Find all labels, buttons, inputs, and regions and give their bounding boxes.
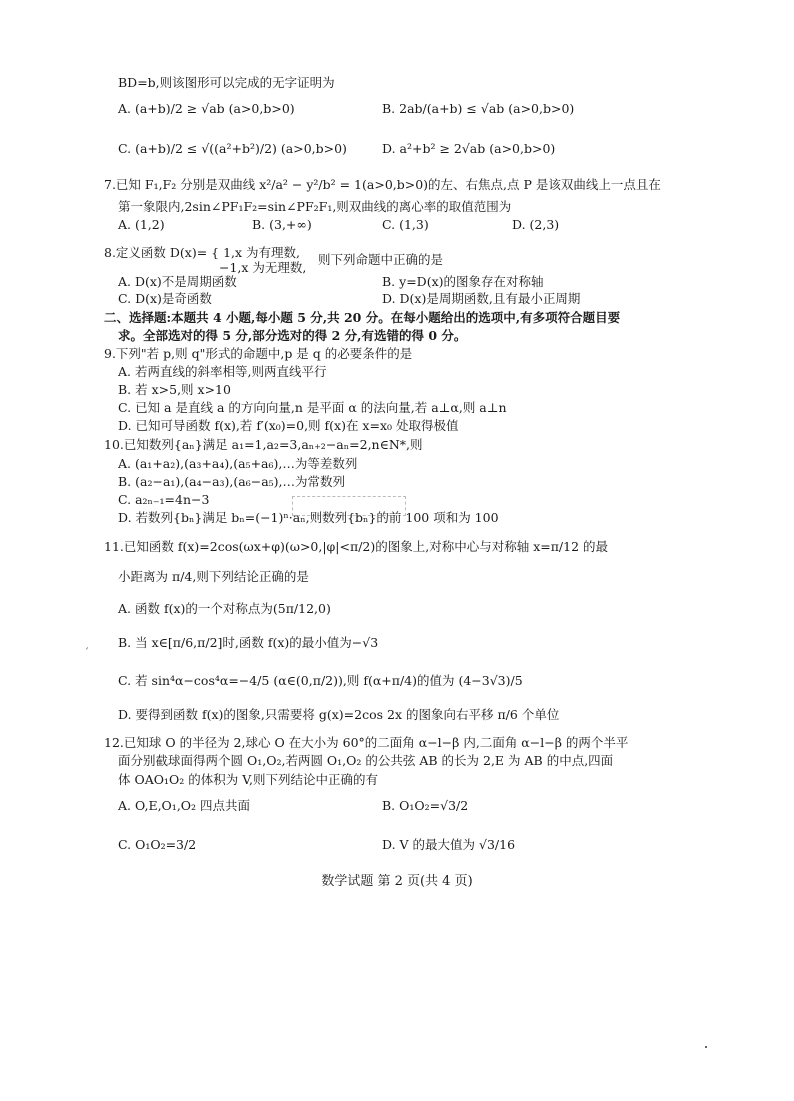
q8-option-d: D. D(x)是周期函数,且有最小正周期 <box>382 291 581 306</box>
q7-option-b: B. (3,+∞) <box>252 217 312 232</box>
q11-option-a: A. 函数 f(x)的一个对称点为(5π/12,0) <box>118 601 331 616</box>
q11-option-c: C. 若 sin⁴α−cos⁴α=−4/5 (α∈(0,π/2)),则 f(α+π/4)的值为 (4−3√3)/5 <box>118 673 523 688</box>
section2-heading-line2: 求。全部选对的得 5 分,部分选对的得 2 分,有选错的得 0 分。 <box>118 328 467 343</box>
q11-stem-line1: 11.已知函数 f(x)=2cos(ωx+φ)(ω>0,|φ|<π/2)的图象上,对称中心与对称轴 x=π/12 的最 <box>104 539 609 554</box>
q12-option-b: B. O₁O₂=√3/2 <box>382 798 469 813</box>
q11-option-d: D. 要得到函数 f(x)的图象,只需要将 g(x)=2cos 2x 的图象向右平移 π/6 个单位 <box>118 707 560 722</box>
q6-tail: BD=b,则该图形可以完成的无字证明为 <box>118 75 335 90</box>
q12-stem-line1: 12.已知球 O 的半径为 2,球心 O 在大小为 60°的二面角 α−l−β 内,二面角 α−l−β 的两个半平 <box>104 735 629 750</box>
q10-option-a: A. (a₁+a₂),(a₃+a₄),(a₅+a₆),…为等差数列 <box>118 456 358 471</box>
q10-option-c: C. a₂ₙ₋₁=4n−3 <box>118 492 210 507</box>
q6-option-d: D. a²+b² ≥ 2√ab (a>0,b>0) <box>382 141 556 156</box>
q12-stem-line2: 面分别截球面得两个圆 O₁,O₂,若两圆 O₁,O₂ 的公共弦 AB 的长为 2,E 为 AB 的中点,四面 <box>118 753 614 768</box>
q8-stem-tail: 则下列命题中正确的是 <box>318 252 444 267</box>
q7-option-d: D. (2,3) <box>512 217 560 232</box>
q8-option-c: C. D(x)是奇函数 <box>118 291 212 306</box>
q9-option-c: C. 已知 a 是直线 a 的方向向量,n 是平面 α 的法向量,若 a⊥α,则 a⊥n <box>118 400 507 415</box>
q9-option-b: B. 若 x>5,则 x>10 <box>118 382 231 397</box>
scan-speck <box>705 1046 707 1048</box>
q6-option-c: C. (a+b)/2 ≤ √((a²+b²)/2) (a>0,b>0) <box>118 141 347 156</box>
q12-option-a: A. O,E,O₁,O₂ 四点共面 <box>118 798 251 813</box>
q8-option-a: A. D(x)不是周期函数 <box>118 274 237 289</box>
q7-option-c: C. (1,3) <box>382 217 429 232</box>
section2-heading-line1: 二、选择题:本题共 4 小题,每小题 5 分,共 20 分。在每小题给出的选项中,有多项符合题目要 <box>104 310 621 325</box>
stray-mark: ˊ <box>84 648 89 659</box>
q11-stem-line2: 小距离为 π/4,则下列结论正确的是 <box>118 569 309 584</box>
q12-stem-line3: 体 OAO₁O₂ 的体积为 V,则下列结论中正确的有 <box>118 772 379 787</box>
q9-option-a: A. 若两直线的斜率相等,则两直线平行 <box>118 364 327 379</box>
q8-stem-line2: −1,x 为无理数, <box>219 260 307 275</box>
q9-stem: 9.下列"若 p,则 q"形式的命题中,p 是 q 的必要条件的是 <box>104 346 413 361</box>
q11-option-b: B. 当 x∈[π/6,π/2]时,函数 f(x)的最小值为−√3 <box>118 635 379 650</box>
q12-option-c: C. O₁O₂=3/2 <box>118 837 197 852</box>
q7-stem-line2: 第一象限内,2sin∠PF₁F₂=sin∠PF₂F₁,则双曲线的离心率的取值范围为 <box>118 199 512 214</box>
q7-option-a: A. (1,2) <box>118 217 165 232</box>
q8-option-b: B. y=D(x)的图象存在对称轴 <box>382 274 544 289</box>
q9-option-d: D. 已知可导函数 f(x),若 f′(x₀)=0,则 f(x)在 x=x₀ 处取得极值 <box>118 418 459 433</box>
q8-stem-line1: 8.定义函数 D(x)= { 1,x 为有理数, <box>104 245 301 260</box>
q10-stem: 10.已知数列{aₙ}满足 a₁=1,a₂=3,aₙ₊₂−aₙ=2,n∈N*,则 <box>104 437 423 452</box>
page-footer: 数学试题 第 2 页(共 4 页) <box>321 874 473 889</box>
q6-option-a: A. (a+b)/2 ≥ √ab (a>0,b>0) <box>118 101 295 116</box>
q7-stem-line1: 7.已知 F₁,F₂ 分别是双曲线 x²/a² − y²/b² = 1(a>0,b>0)的左、右焦点,点 P 是该双曲线上一点且在 <box>104 177 661 192</box>
q10-option-b: B. (a₂−a₁),(a₄−a₃),(a₆−a₅),…为常数列 <box>118 474 346 489</box>
q12-option-d: D. V 的最大值为 √3/16 <box>382 837 516 852</box>
q6-option-b: B. 2ab/(a+b) ≤ √ab (a>0,b>0) <box>382 101 575 116</box>
q10-option-d: D. 若数列{bₙ}满足 bₙ=(−1)ⁿ·aₙ,则数列{bₙ}的前 100 项和为 100 <box>118 510 499 525</box>
